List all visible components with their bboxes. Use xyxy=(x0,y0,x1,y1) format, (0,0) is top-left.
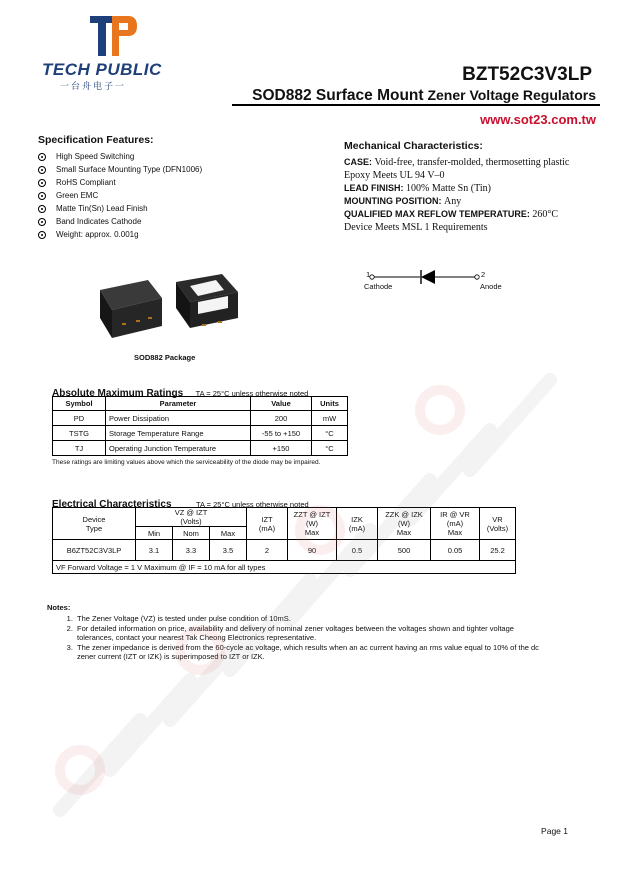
header-rule xyxy=(232,104,600,106)
table-row: B6ZT52C3V3LP 3.1 3.3 3.5 2 90 0.5 500 0.05 25.2 xyxy=(53,540,516,561)
package-image xyxy=(92,268,252,350)
bullet-icon xyxy=(38,192,46,200)
package-label: SOD882 Package xyxy=(134,353,196,362)
pin2-label: 2 xyxy=(481,270,486,279)
table-subheader-row: Min Nom Max xyxy=(53,527,516,540)
abs-max-footnote: These ratings are limiting values above which the serviceability of the diode may be impaired. xyxy=(52,459,321,466)
page-number: Page 1 xyxy=(541,826,568,836)
bullet-icon xyxy=(38,231,46,239)
diode-symbol xyxy=(360,266,510,296)
part-number: BZT52C3V3LP xyxy=(462,64,592,85)
bullet-icon xyxy=(38,218,46,226)
abs-max-condition: TA = 25°C unless otherwise noted xyxy=(195,389,309,398)
table-header-row: Device Type VZ @ IZT (Volts) IZT (mA) ZZT @ IZT (W) Max IZK (mA) ZZK @ IZK (W) Max IR @ VR (mA) Max VR (Volts) xyxy=(53,508,516,527)
list-item: Matte Tin(Sn) Lead Finish xyxy=(38,202,202,215)
bullet-icon xyxy=(38,153,46,161)
table-row: VF Forward Voltage = 1 V Maximum @ IF = 10 mA for all types xyxy=(53,561,516,574)
features-list xyxy=(38,150,202,241)
list-item: 2. For detailed information on price, availability and delivery of nominal zener voltages between the voltages shown and tighter voltage tolerances, contact your nearest Tak Cheong Electronics representative. xyxy=(75,624,547,643)
abs-max-title: Absolute Maximum Ratings xyxy=(52,388,184,399)
subtitle-type: Zener Voltage Regulators xyxy=(427,87,596,103)
cathode-label: Cathode xyxy=(364,282,393,291)
company-name-cn: 一台舟电子一 xyxy=(60,81,127,91)
list-item: Small Surface Mounting Type (DFN1006) xyxy=(38,163,202,176)
list-item: High Speed Switching xyxy=(38,150,202,163)
table-row: PD Power Dissipation 200 mW xyxy=(53,411,348,426)
table-row: TJ Operating Junction Temperature +150 °C xyxy=(53,441,348,456)
company-logo xyxy=(88,14,138,58)
company-name: TECH PUBLIC xyxy=(42,60,162,79)
notes xyxy=(47,603,547,662)
list-item: 1. The Zener Voltage (VZ) is tested under pulse condition of 10mS. xyxy=(75,614,547,624)
website-link[interactable]: www.sot23.com.tw xyxy=(480,112,596,127)
document-subtitle xyxy=(252,87,596,105)
list-item: 3. The zener impedance is derived from the 60-cycle ac voltage, which results when an ac current having an rms value equal to 10% of the dc zener current (IZT or IZK) is superimposed to IZT or IZK. xyxy=(75,643,547,662)
list-item: Band Indicates Cathode xyxy=(38,215,202,228)
elec-title: Electrical Characteristics xyxy=(52,499,172,510)
list-item: RoHS Compliant xyxy=(38,176,202,189)
table-row: TSTG Storage Temperature Range -55 to +150 °C xyxy=(53,426,348,441)
electrical-table xyxy=(52,507,516,574)
bullet-icon xyxy=(38,166,46,174)
pin1-label: 1 xyxy=(366,270,371,279)
features-title: Specification Features: xyxy=(38,134,154,146)
bullet-icon xyxy=(38,205,46,213)
mechanical-title: Mechanical Characteristics: xyxy=(344,140,483,152)
abs-max-table xyxy=(52,396,348,456)
bullet-icon xyxy=(38,179,46,187)
notes-title: Notes: xyxy=(47,603,71,612)
table-header-row: Symbol Parameter Value Units xyxy=(53,397,348,411)
anode-label: Anode xyxy=(480,282,502,291)
mechanical-text: CASE: Void-free, transfer-molded, thermosetting plastic Epoxy Meets UL 94 V–0 LEAD FINISH: 100% Matte Sn (Tin) MOUNTING POSITION: Any QUALIFIED MAX REFLOW TEMPERATURE: 260°C Device Meets MSL 1 Requirements xyxy=(344,157,570,233)
list-item: Green EMC xyxy=(38,189,202,202)
elec-condition: TA = 25°C unless otherwise noted xyxy=(195,500,309,509)
subtitle-package: SOD882 Surface Mount xyxy=(252,87,424,104)
list-item: Weight: approx. 0.001g xyxy=(38,228,202,241)
notes-list xyxy=(47,614,547,662)
